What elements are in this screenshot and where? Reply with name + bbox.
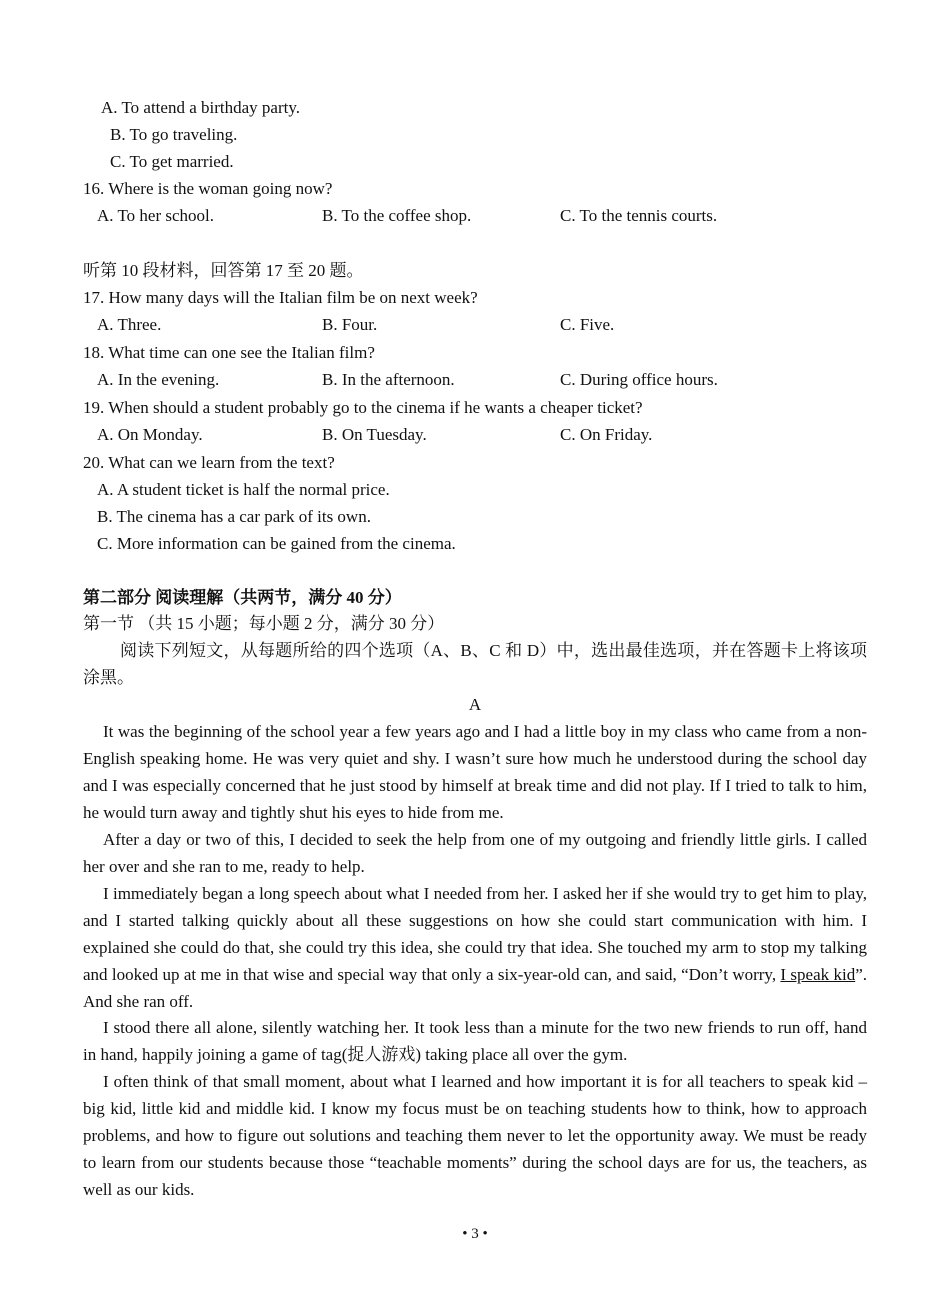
q15-option-c: C. To get married.	[110, 152, 234, 171]
q17-option-c: C. Five.	[560, 315, 615, 334]
paragraph-3-text-after: ”. And she ran off.	[83, 965, 867, 1011]
q16-question: 16. Where is the woman going now?	[83, 179, 333, 198]
q20-option-c: C. More information can be gained from the cinema.	[97, 534, 456, 553]
q18-option-b: B. In the afternoon.	[322, 370, 455, 389]
section10-instruction: 听第 10 段材料，回答第 17 至 20 题。	[83, 261, 364, 280]
paragraph-3-text-before: I immediately began a long speech about what I needed from her. I asked her if she would try to get him to play, and I started talking quickly about all these suggestions on how she could start communication with him. I explained she could do that, she could try this idea, she could try that idea. She touched my arm to stop my talking and looked up at me in that wise and special way that only a six-year-old can, and said, “Don’t worry,	[83, 884, 867, 984]
q17-option-b: B. Four.	[322, 315, 378, 334]
q16-option-a: A. To her school.	[97, 206, 215, 225]
q16-options	[0, 204, 950, 228]
q18-option-a: A. In the evening.	[97, 370, 220, 389]
q20-option-b: B. The cinema has a car park of its own.	[97, 507, 371, 526]
passage-paragraph-5: I often think of that small moment, about what I learned and how important it is for all teachers to speak kid – big kid, little kid and middle kid. I know my focus must be on teaching students how to think, how to approach problems, and how to figure out solutions and teaching them never to let the opportunity away. We must be ready to learn from our students because those “teachable moments” during the school days are for us, the teachers, as well as our kids.	[83, 1072, 867, 1199]
q17-options	[0, 313, 950, 337]
page-number: • 3 •	[462, 1226, 488, 1242]
part2-section1: 第一节 （共 15 小题；每小题 2 分，满分 30 分）	[83, 614, 445, 633]
q20-question: 20. What can we learn from the text?	[83, 453, 335, 472]
q15-option-a: A. To attend a birthday party.	[101, 98, 300, 117]
q15-option-b: B. To go traveling.	[110, 125, 238, 144]
q20-option-a: A. A student ticket is half the normal price.	[97, 480, 390, 499]
passage-paragraph-1: It was the beginning of the school year a few years ago and I had a little boy in my class who came from a non-English speaking home. He was very quiet and shy. I wasn’t sure how much he understood during the school day and I was especially concerned that he just stood by himself at break time and did not play. If I tried to talk to him, he would turn away and tightly shut his eyes to hide from me.	[83, 722, 867, 822]
q19-option-b: B. On Tuesday.	[322, 425, 427, 444]
q19-options	[0, 423, 950, 447]
q16-option-c: C. To the tennis courts.	[560, 206, 718, 225]
underlined-phrase: I speak kid	[780, 965, 856, 984]
q16-option-b: B. To the coffee shop.	[322, 206, 472, 225]
q18-question: 18. What time can one see the Italian film?	[83, 343, 375, 362]
q19-question: 19. When should a student probably go to the cinema if he wants a cheaper ticket?	[83, 398, 643, 417]
q18-options	[0, 368, 950, 392]
q17-option-a: A. Three.	[97, 315, 162, 334]
q19-option-c: C. On Friday.	[560, 425, 653, 444]
part2-instruction: 阅读下列短文，从每题所给的四个选项（A、B、C 和 D）中，选出最佳选项，并在答题卡上将该项涂黑。	[83, 641, 867, 687]
passage-label: A	[468, 695, 482, 714]
passage-paragraph-3	[83, 880, 867, 1015]
passage-paragraph-2: After a day or two of this, I decided to seek the help from one of my outgoing and friendly little girls. I called her over and she ran to me, ready to help.	[83, 830, 867, 876]
passage-paragraph-4: I stood there all alone, silently watching her. It took less than a minute for the two new friends to run off, hand in hand, happily joining a game of tag(捉人游戏) taking place all over the gym.	[83, 1018, 867, 1064]
q18-option-c: C. During office hours.	[560, 370, 718, 389]
part2-heading: 第二部分 阅读理解（共两节，满分 40 分）	[83, 588, 402, 607]
q19-option-a: A. On Monday.	[97, 425, 203, 444]
q17-question: 17. How many days will the Italian film be on next week?	[83, 288, 478, 307]
